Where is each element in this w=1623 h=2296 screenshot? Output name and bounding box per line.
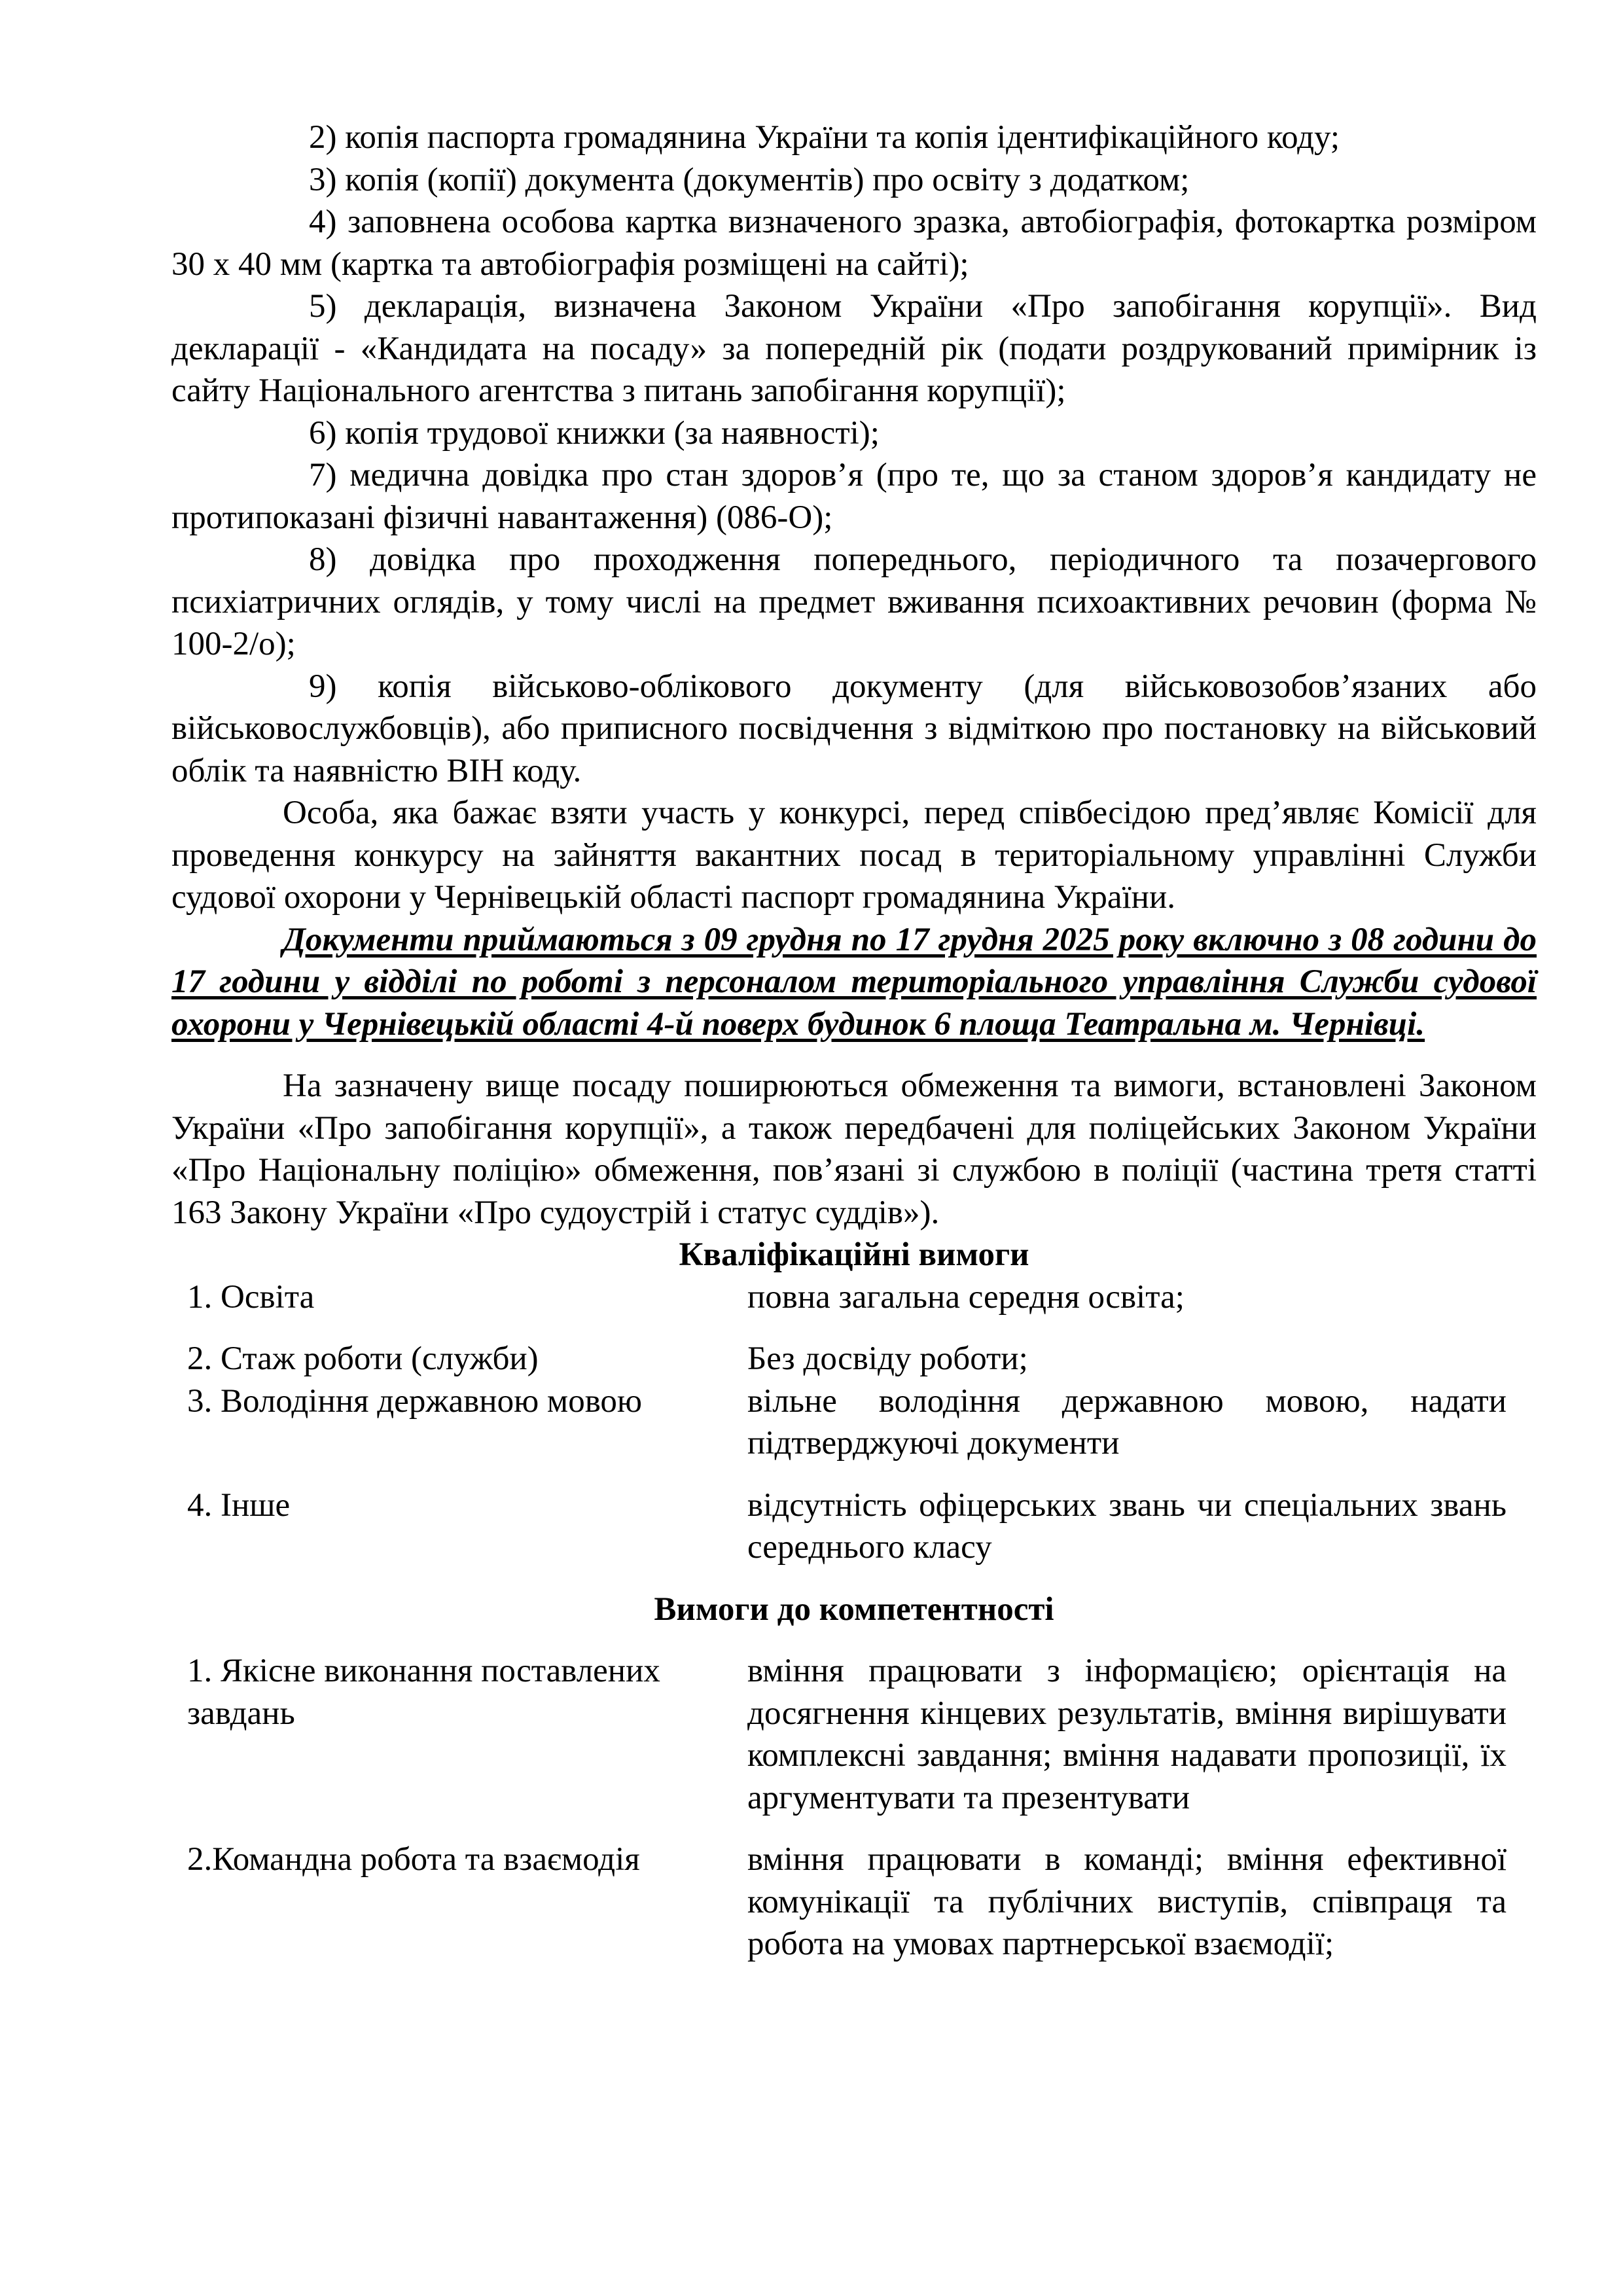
list-item: 5) декларація, визначена Законом України «Про запобігання корупції». Вид декларації - «Кандидата на посаду» за попередній рік (подати роздрукований примірник із сайту Національного агентства з питань запобігання корупції); [171, 288, 1537, 409]
list-item: 8) довідка про проходження попереднього, періодичного та позачергового психіатричних оглядів, у тому числі на предмет вживання психоактивних речовин (форма № 100-2/о); [171, 541, 1537, 662]
spacer [171, 1819, 1537, 1839]
required-documents-list [171, 117, 1537, 792]
qualification-heading: Кваліфікаційні вимоги [679, 1236, 1029, 1273]
requirement-label: 2. Стаж роботи (служби) [187, 1340, 539, 1377]
competence-label: 2.Командна робота та взаємодія [187, 1841, 640, 1878]
list-item: 4) заповнена особова картка визначеного зразка, автобіографія, фотокартка розміром 30 х 40 мм (картка та автобіографія розміщені на сайті); [171, 204, 1537, 283]
table-row [171, 1276, 1537, 1319]
competence-value: вміння працювати з інформацією; орієнтація на досягнення кінцевих результатів, вміння вирішувати комплексні завдання; вміння надавати пропозиції, їх аргументувати та презентувати [747, 1653, 1507, 1816]
interview-note-paragraph: Особа, яка бажає взяти участь у конкурсі, перед співбесідою пред’являє Комісії для проведення конкурсу на зайняття вакантних посад в територіальному управлінні Служби судової охорони у Чернівецькій області паспорт громадянина України. [171, 795, 1537, 916]
table-row [171, 1650, 1537, 1819]
spacer [171, 1318, 1537, 1338]
acceptance-notice-paragraph: Документи приймаються з 09 грудня по 17 грудня 2025 року включно з 08 години до 17 години у відділі по роботі з персоналом територіального управління Служби судової охорони у Чернівецькій області 4-й поверх будинок 6 площа Театральна м. Чернівці. [171, 921, 1537, 1043]
competence-label: 1. Якісне виконання поставлених завдань [187, 1653, 660, 1732]
list-item: 6) копія трудової книжки (за наявності); [309, 414, 880, 452]
document-page [171, 117, 1537, 1965]
competence-value: вміння працювати в команді; вміння ефективної комунікації та публічних виступів, співпраця та робота на умовах партнерської взаємодії; [747, 1841, 1507, 1962]
list-item: 3) копія (копії) документа (документів) про освіту з додатком; [309, 161, 1190, 198]
qualification-table [171, 1276, 1537, 1569]
list-item: 9) копія військово-облікового документу (для військовозобов’язаних або військовослужбовців), або приписного посвідчення з відміткою про постановку на військовий облік та наявністю ВІН коду. [171, 668, 1537, 789]
requirement-label: 3. Володіння державною мовою [187, 1382, 643, 1420]
spacer [171, 1045, 1537, 1065]
spacer [171, 1465, 1537, 1484]
requirement-label: 1. Освіта [187, 1278, 315, 1316]
requirement-value: вільне володіння державною мовою, надати підтверджуючі документи [747, 1382, 1507, 1462]
competence-table [171, 1650, 1537, 1965]
spacer [171, 1569, 1537, 1588]
list-item: 7) медична довідка про стан здоров’я (про те, що за станом здоров’я кандидату не протипоказані фізичні навантаження) (086-О); [171, 457, 1537, 536]
list-item: 2) копія паспорта громадянина України та копія ідентифікаційного коду; [309, 119, 1340, 156]
requirement-label: 4. Інше [187, 1486, 291, 1524]
table-row [171, 1338, 1537, 1380]
table-row [171, 1839, 1537, 1965]
competence-heading: Вимоги до компетентності [654, 1590, 1054, 1628]
requirement-value: Без досвіду роботи; [747, 1340, 1028, 1377]
table-row [171, 1484, 1537, 1569]
requirement-value: відсутність офіцерських звань чи спеціальних звань середнього класу [747, 1486, 1507, 1566]
requirement-value: повна загальна середня освіта; [747, 1278, 1185, 1316]
table-row [171, 1380, 1537, 1465]
spacer [171, 1630, 1537, 1650]
restrictions-paragraph: На зазначену вище посаду поширюються обмеження та вимоги, встановлені Законом України «Про запобігання корупції», а також передбачені для поліцейських Законом України «Про Національну поліцію» обмеження, пов’язані зі службою в поліції (частина третя статті 163 Закону України «Про судоустрій і статус суддів»). [171, 1067, 1537, 1231]
